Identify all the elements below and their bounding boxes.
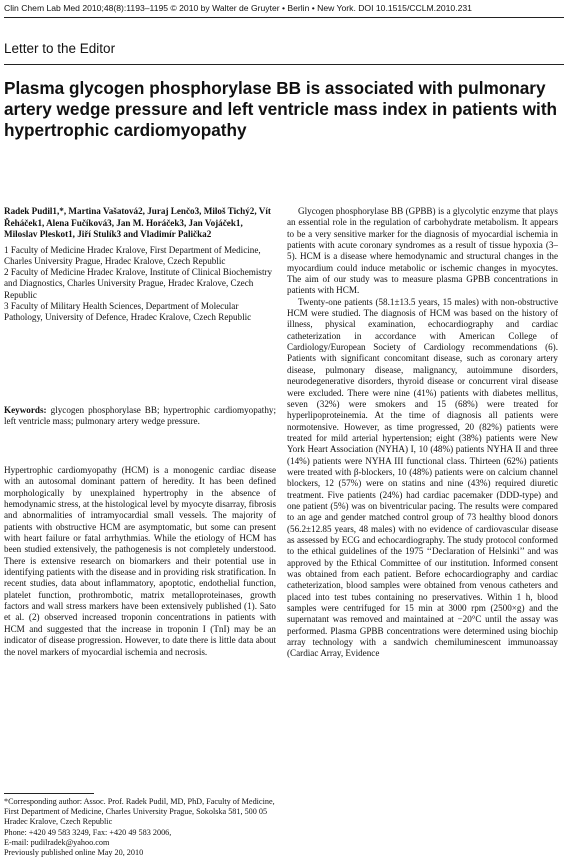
- right-column: [287, 206, 558, 660]
- published-online: Previously published online May 20, 2010: [4, 848, 144, 858]
- intro-paragraph: Hypertrophic cardiomyopathy (HCM) is a monogenic cardiac disease with an autosomal dominant pattern of heredity. It has been defined morphologically by unexplained hypertrophy in the absence of hemodynamic stress, at the histological level by myocyte disarray, fibrosis and abnormalities of intramyocardial small vessels. The majority of patients with obstructive HCM are asymptomatic, but some can present with heart failure or fatal arrhythmias. While the etiology of HCM has been studied extensively, the pathogenesis is not completely understood. There is extensive research on biomarkers and their potential use in identifying patients with the disease and in providing risk stratification. In recent studies, data about inflammatory, apoptotic, endothelial function, platelet function, prothrombotic, matrix metalloproteinases, growth factors and wall stress markers have been extensively published (1). Sato et al. (2) observed increased troponin concentrations in patients with HCM and suggested that the increase in troponin I (TnI) may be an indicator of disease progression. However, to date there is little data about the novel markers of myocardial ischemia and necrosis.: [4, 465, 276, 657]
- right-paragraph-2: Twenty-one patients (58.1±13.5 years, 15 males) with non-obstructive HCM were studied. The diagnosis of HCM was based on the history of illness, physical examination, echocardiography and cardiac catheterization in accordance with American College of Cardiology/European Society of Cardiology recommendations (6). Patients with significant concomitant disease, such as coronary artery disease, pulmonary disease, malignancy, autoimmune disorders, neurodegenerative disorders, thyroid disease or concurrent viral disease were excluded. There were nine (41%) patients with diabetes mellitus, seven (32%) were smokers and 15 (68%) were treated for hyperlipoproteinemia. At the time of diagnosis all patients were normotensive. However, as time progressed, 20 (82%) patients were treated for mild arterial hypertension; eight (38%) patients were New York Heart Association (NYHA) I, 10 (48%) patients NYHA II and three (14%) patients were NYHA III functional class. Thirteen (62%) patients were treated with β-blockers, 10 (48%) patients were on calcium channel blockers, 12 (57%) were on statins and nine (43%) required diuretic treatment. Five patients (24%) had cardiac pacemaker (DDD-type) and one patient (5%) was on biventricular pacing. The results were compared to an age and gender matched control group of 73 healthy blood donors (56.2±12.85 years, 48 males) with no evidence of cardiovascular disease as assessed by ECG and echocardiography. The study protocol conformed to the ethical guidelines of the 1975 ‘‘Declaration of Helsinki’’ and was approved by the Ethical Committee of our institution. Informed consent was obtained from each patient. Before echocardiography and cardiac catheterization, blood samples were obtained from venous catheters and placed into test tubes containing no preservatives. Within 1 h, blood samples were centrifuged for 15 min at 3000 rpm (2500×g) and the supernatant was removed and maintained at −20°C until the assay was performed. Plasma GPBB concentrations were determined using biochip array technology with a sandwich chemiluminescent immunoassay (Cardiac Array, Evidence: [287, 296, 558, 659]
- keywords-label: Keywords:: [4, 405, 47, 415]
- section-rule: [4, 64, 564, 65]
- left-column: [4, 206, 276, 323]
- affiliation-3: 3 Faculty of Military Health Sciences, Department of Molecular Pathology, University of Defence, Hradec Kralove, Czech Republic: [4, 300, 252, 322]
- corresponding-author: *Corresponding author: Assoc. Prof. Radek Pudil, MD, PhD, Faculty of Medicine, First Department of Medicine, Charles University Prague, Sokolska 581, 500 05 Hradec Kralove, Czech Republic: [4, 797, 275, 827]
- email: E-mail: pudilradek@yahoo.com: [4, 837, 110, 847]
- phone-fax: Phone: +420 49 583 3249, Fax: +420 49 583 2006,: [4, 827, 172, 837]
- author-list: Radek Pudil1,*, Martina Vašatová2, Juraj Lenčo3, Miloš Tichý2, Vít Řeháček1, Alena Fučíková3, Jan M. Horáček3, Jan Vojáček1, Miloslav Pleskot1, Jiří Stulík3 and Vladimír Palička2: [4, 206, 271, 240]
- article-title: Plasma glycogen phosphorylase BB is associated with pulmonary artery wedge pressure and left ventricle mass index in patients with hypertrophic cardiomyopathy: [4, 78, 558, 140]
- affiliation-2: 2 Faculty of Medicine Hradec Kralove, Institute of Clinical Biochemistry and Diagnostics, Charles University Prague, Hradec Kralove, Czech Republic: [4, 267, 273, 300]
- header-rule: [4, 17, 564, 18]
- footnote-rule: [4, 793, 94, 794]
- journal-citation-header: Clin Chem Lab Med 2010;48(8):1193–1195 © 2010 by Walter de Gruyter • Berlin • New York. DOI 10.1515/CCLM.2010.231: [4, 3, 472, 13]
- footnote: [4, 797, 276, 858]
- section-label: Letter to the Editor: [4, 41, 116, 56]
- right-paragraph-1: Glycogen phosphorylase BB (GPBB) is a glycolytic enzyme that plays an essential role in the regulation of carbohydrate metabolism. It appears to be a very sensitive marker for the diagnosis of myocardial ischemia in patients with acute coronary syndromes as a result of tissue hypoxia (3–5). HCM is a disease where hemodynamic and structural changes in the myocardium could induce metabolic or ischemic changes in myocytes. The aim of our study was to measure plasma GPBB concentrations in patients with HCM.: [287, 206, 558, 296]
- keywords-block: [4, 405, 276, 427]
- affiliation-1: 1 Faculty of Medicine Hradec Kralove, First Department of Medicine, Charles University Prague, Hradec Kralove, Czech Republic: [4, 244, 261, 266]
- keywords-text: glycogen phosphorylase BB; hypertrophic cardiomyopathy; left ventricle mass; pulmonary artery wedge pressure.: [4, 405, 277, 427]
- left-body: [4, 465, 276, 658]
